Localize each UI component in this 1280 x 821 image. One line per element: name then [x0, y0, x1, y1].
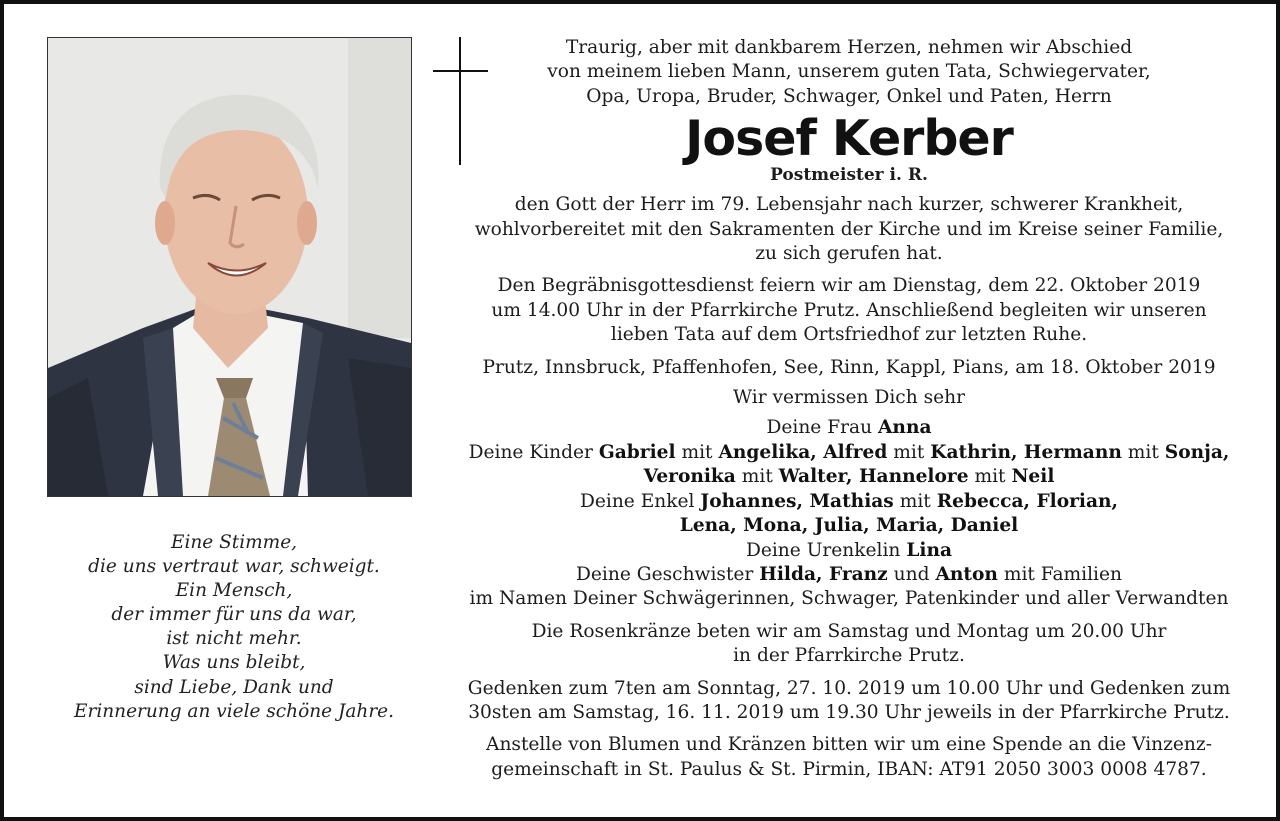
- funeral-line: um 14.00 Uhr in der Pfarrkirche Prutz. Anschließend begleiten wir unseren: [491, 299, 1207, 321]
- intro-line: Opa, Uropa, Bruder, Schwager, Onkel und Paten, Herrn: [586, 85, 1112, 107]
- notice-text: [444, 36, 1254, 782]
- family-wife: Deine Frau Anna: [766, 417, 932, 439]
- death-line: zu sich gerufen hat.: [755, 243, 943, 265]
- family-inlaws: im Namen Deiner Schwägerinnen, Schwager, Patenkinder und aller Verwandten: [469, 588, 1229, 610]
- memorial-poem: [44, 531, 424, 724]
- poem-line: Erinnerung an viele schöne Jahre.: [73, 700, 394, 722]
- places-date: Prutz, Innsbruck, Pfaffenhofen, See, Rinn, Kappl, Pians, am 18. Oktober 2019: [482, 356, 1216, 378]
- poem-line: Eine Stimme,: [170, 532, 298, 553]
- poem-line: ist nicht mehr.: [166, 628, 302, 650]
- funeral-line: Den Begräbnisgottesdienst feiern wir am Dienstag, dem 22. Oktober 2019: [497, 275, 1201, 297]
- family-great-grandchild: Deine Urenkelin Lina: [745, 539, 953, 561]
- rosary-line: in der Pfarrkirche Prutz.: [733, 645, 965, 667]
- donation-line: Anstelle von Blumen und Kränzen bitten wir um eine Spende an die Vinzenz-: [486, 734, 1212, 756]
- family-grandchildren: Deine Enkel Johannes, Mathias mit Rebecca, Florian,: [579, 490, 1119, 512]
- rosary-line: Die Rosenkränze beten wir am Samstag und Montag um 20.00 Uhr: [531, 620, 1167, 642]
- family-grandchildren-cont: Lena, Mona, Julia, Maria, Daniel: [679, 515, 1019, 537]
- family-children: Deine Kinder Gabriel mit Angelika, Alfred mit Kathrin, Hermann mit Sonja,: [468, 441, 1230, 463]
- donation-line: gemeinschaft in St. Paulus & St. Pirmin, IBAN: AT91 2050 3003 0008 4787.: [491, 758, 1207, 780]
- death-line: wohlvorbereitet mit den Sakramenten der Kirche und im Kreise seiner Familie,: [474, 218, 1224, 240]
- intro-line: Traurig, aber mit dankbarem Herzen, nehmen wir Abschied: [565, 37, 1133, 58]
- miss-line: Wir vermissen Dich sehr: [732, 387, 966, 409]
- family-siblings: Deine Geschwister Hilda, Franz und Anton mit Familien: [576, 563, 1122, 585]
- intro-line: von meinem lieben Mann, unserem guten Tata, Schwiegervater,: [547, 61, 1151, 83]
- memorial-line: Gedenken zum 7ten am Sonntag, 27. 10. 2019 um 10.00 Uhr und Gedenken zum: [467, 677, 1231, 699]
- portrait-photo: [47, 37, 412, 497]
- poem-line: sind Liebe, Dank und: [134, 676, 334, 698]
- memorial-line: 30sten am Samstag, 16. 11. 2019 um 19.30 Uhr jeweils in der Pfarrkirche Prutz.: [468, 701, 1230, 723]
- poem-line: die uns vertraut war, schweigt.: [88, 556, 380, 578]
- deceased-title: Postmeister i. R.: [770, 165, 928, 186]
- funeral-line: lieben Tata auf dem Ortsfriedhof zur letzten Ruhe.: [610, 324, 1088, 346]
- family-children-cont: Veronika mit Walter, Hannelore mit Neil: [643, 466, 1055, 488]
- deceased-name: Josef Kerber: [685, 110, 1013, 168]
- death-line: den Gott der Herr im 79. Lebensjahr nach kurzer, schwerer Krankheit,: [514, 194, 1184, 216]
- portrait-illustration: [48, 38, 411, 496]
- poem-line: Ein Mensch,: [175, 580, 293, 602]
- poem-line: der immer für uns da war,: [111, 604, 357, 626]
- poem-line: Was uns bleibt,: [162, 652, 306, 674]
